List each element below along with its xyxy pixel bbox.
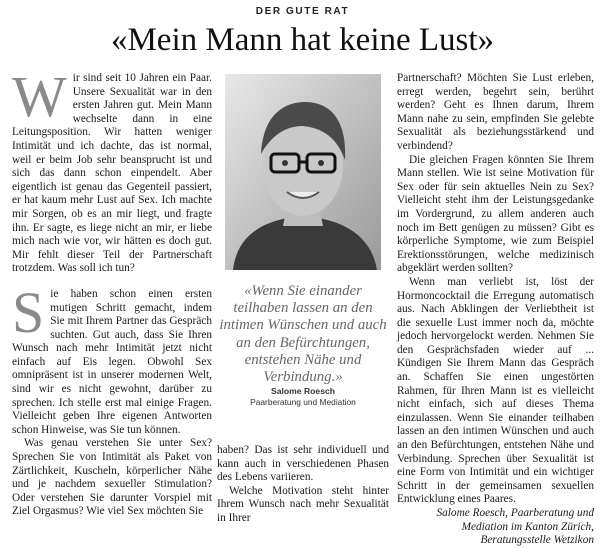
answer-paragraph-2: Was genau verstehen Sie unter Sex? Sprechen Sie von Intimität als Paket von Zärtlichkeit, Kuscheln, körperlicher Nähe und je nachdem sexueller Stimulation? Oder verstehen Sie darunter Vorspiel mit Ziel Orgasmus? Wie viel Sex möchten Sie: [12, 437, 212, 518]
right-column: [397, 72, 594, 548]
section-kicker: DER GUTE RAT: [255, 6, 350, 17]
reader-letter-text: ir sind seit 10 Jahren ein Paar. Unsere Sexualität war in den ersten Jahren gut. Mein Mann wechselte dann in eine Leitungsposition. Wir hatten weniger Intimität und ich dachte, das ist normal, weil er beim Job sehr beansprucht ist und sich das dann schon einpendelt. Aber eigentlich ist genau das Gegenteil passiert, er hat kaum mehr Lust auf Sex. Ich machte mir Sorgen, ob es an mir liegt, und fragte ihn. Er sagte, es liege nicht an mir, er liebe mich nach wie vor, wir hätten es doch gut. Mir fehlt dieser Teil der Partnerschaft trotzdem. Was soll ich tun?: [12, 72, 212, 275]
pull-quote-role: Paarberatung und Mediation: [250, 397, 356, 407]
portrait-illustration: [225, 74, 381, 270]
author-signature: Salome Roesch, Paarberatung und Mediation im Kanton Zürich, Beratungsstelle Wetzikon: [436, 507, 594, 547]
answer-intro: [12, 279, 212, 438]
answer-intro-text: ie haben schon einen ersten mutigen Schritt gemacht, indem Sie mit Ihrem Partner das Gespräch suchten. Gut auch, dass Sie Ihren Wunsch nach mehr Intimität jetzt nicht einfach auf Eis legen. Obwohl Sex omnipräsent ist in unserer modernen Welt, sind wir es nicht gewohnt, darüber zu sprechen. Ich stelle erst mal einige Fragen. Vielleicht geben Ihre eigenen Antworten schon Hinweise, was Sie tun können.: [12, 287, 212, 436]
answer-paragraph-5: Partnerschaft? Möchten Sie Lust erleben, erregt werden, begehrt sein, berührt werden? Geht es Ihnen darum, Ihrem Mann nahe zu sein, empfinden Sie gelebte Sexualität als beziehungsstärkend und verbindend?: [397, 72, 594, 152]
author-portrait-photo: [225, 74, 381, 270]
answer-paragraph-4: Welche Motivation steht hinter Ihrem Wunsch nach mehr Sexualität in Ihrer: [217, 484, 389, 524]
answer-paragraph-3: haben? Das ist sehr individuell und kann auch in verschiedenen Phasen des Lebens variieren.: [217, 444, 389, 484]
pull-quote-author: Salome Roesch: [271, 386, 335, 396]
dropcap-answer: S: [12, 279, 45, 345]
middle-column-text: [217, 444, 389, 526]
dropcap-letter: W: [12, 64, 67, 129]
pull-quote: «Wenn Sie einander teilhaben lassen an den intimen Wünschen und auch an den Befürchtungen, entstehen Nähe und Verbindung.»: [219, 283, 387, 386]
answer-paragraph-6: Die gleichen Fragen könnten Sie Ihrem Mann stellen. Wie ist seine Motivation für Sex oder für sein aktuelles Nein zu Sex? Vielleicht steht ihm der Leistungsgedanke im Vordergrund, zu allem anderen auch noch im Bett genügen zu müssen? Gibt es körperliche Symptome, wie zum Beispiel Erektionsstörungen, welche medizinisch abgeklärt werden sollten?: [397, 153, 594, 275]
reader-letter: [12, 64, 212, 276]
headline: «Mein Mann hat keine Lust»: [110, 22, 495, 58]
left-column: [12, 64, 212, 519]
answer-paragraph-7: Wenn man verliebt ist, löst der Hormoncocktail die Erregung automatisch aus. Nach Abklingen der Verliebtheit ist die sexuelle Lust immer noch da, möchte jedoch hervorgelockt werden. Nehmen Sie den Gesprächsfaden wieder auf ... Kündigen Sie Ihrem Mann das Gespräch an. Schaffen Sie einen ungestörten Rahmen, für Ihren Mann ist es vielleicht nicht einfach, sich auf dieses Thema einzulassen. Wenn Sie einander teilhaben lassen an den intimen Wünschen und auch an den Befürchtungen, entstehen Nähe und Verbindung. Sprechen über Sexualität ist eine Form von Intimität und ein wichtiger Schritt in der gemeinsamen sexuellen Entwicklung eines Paares.: [397, 275, 594, 506]
